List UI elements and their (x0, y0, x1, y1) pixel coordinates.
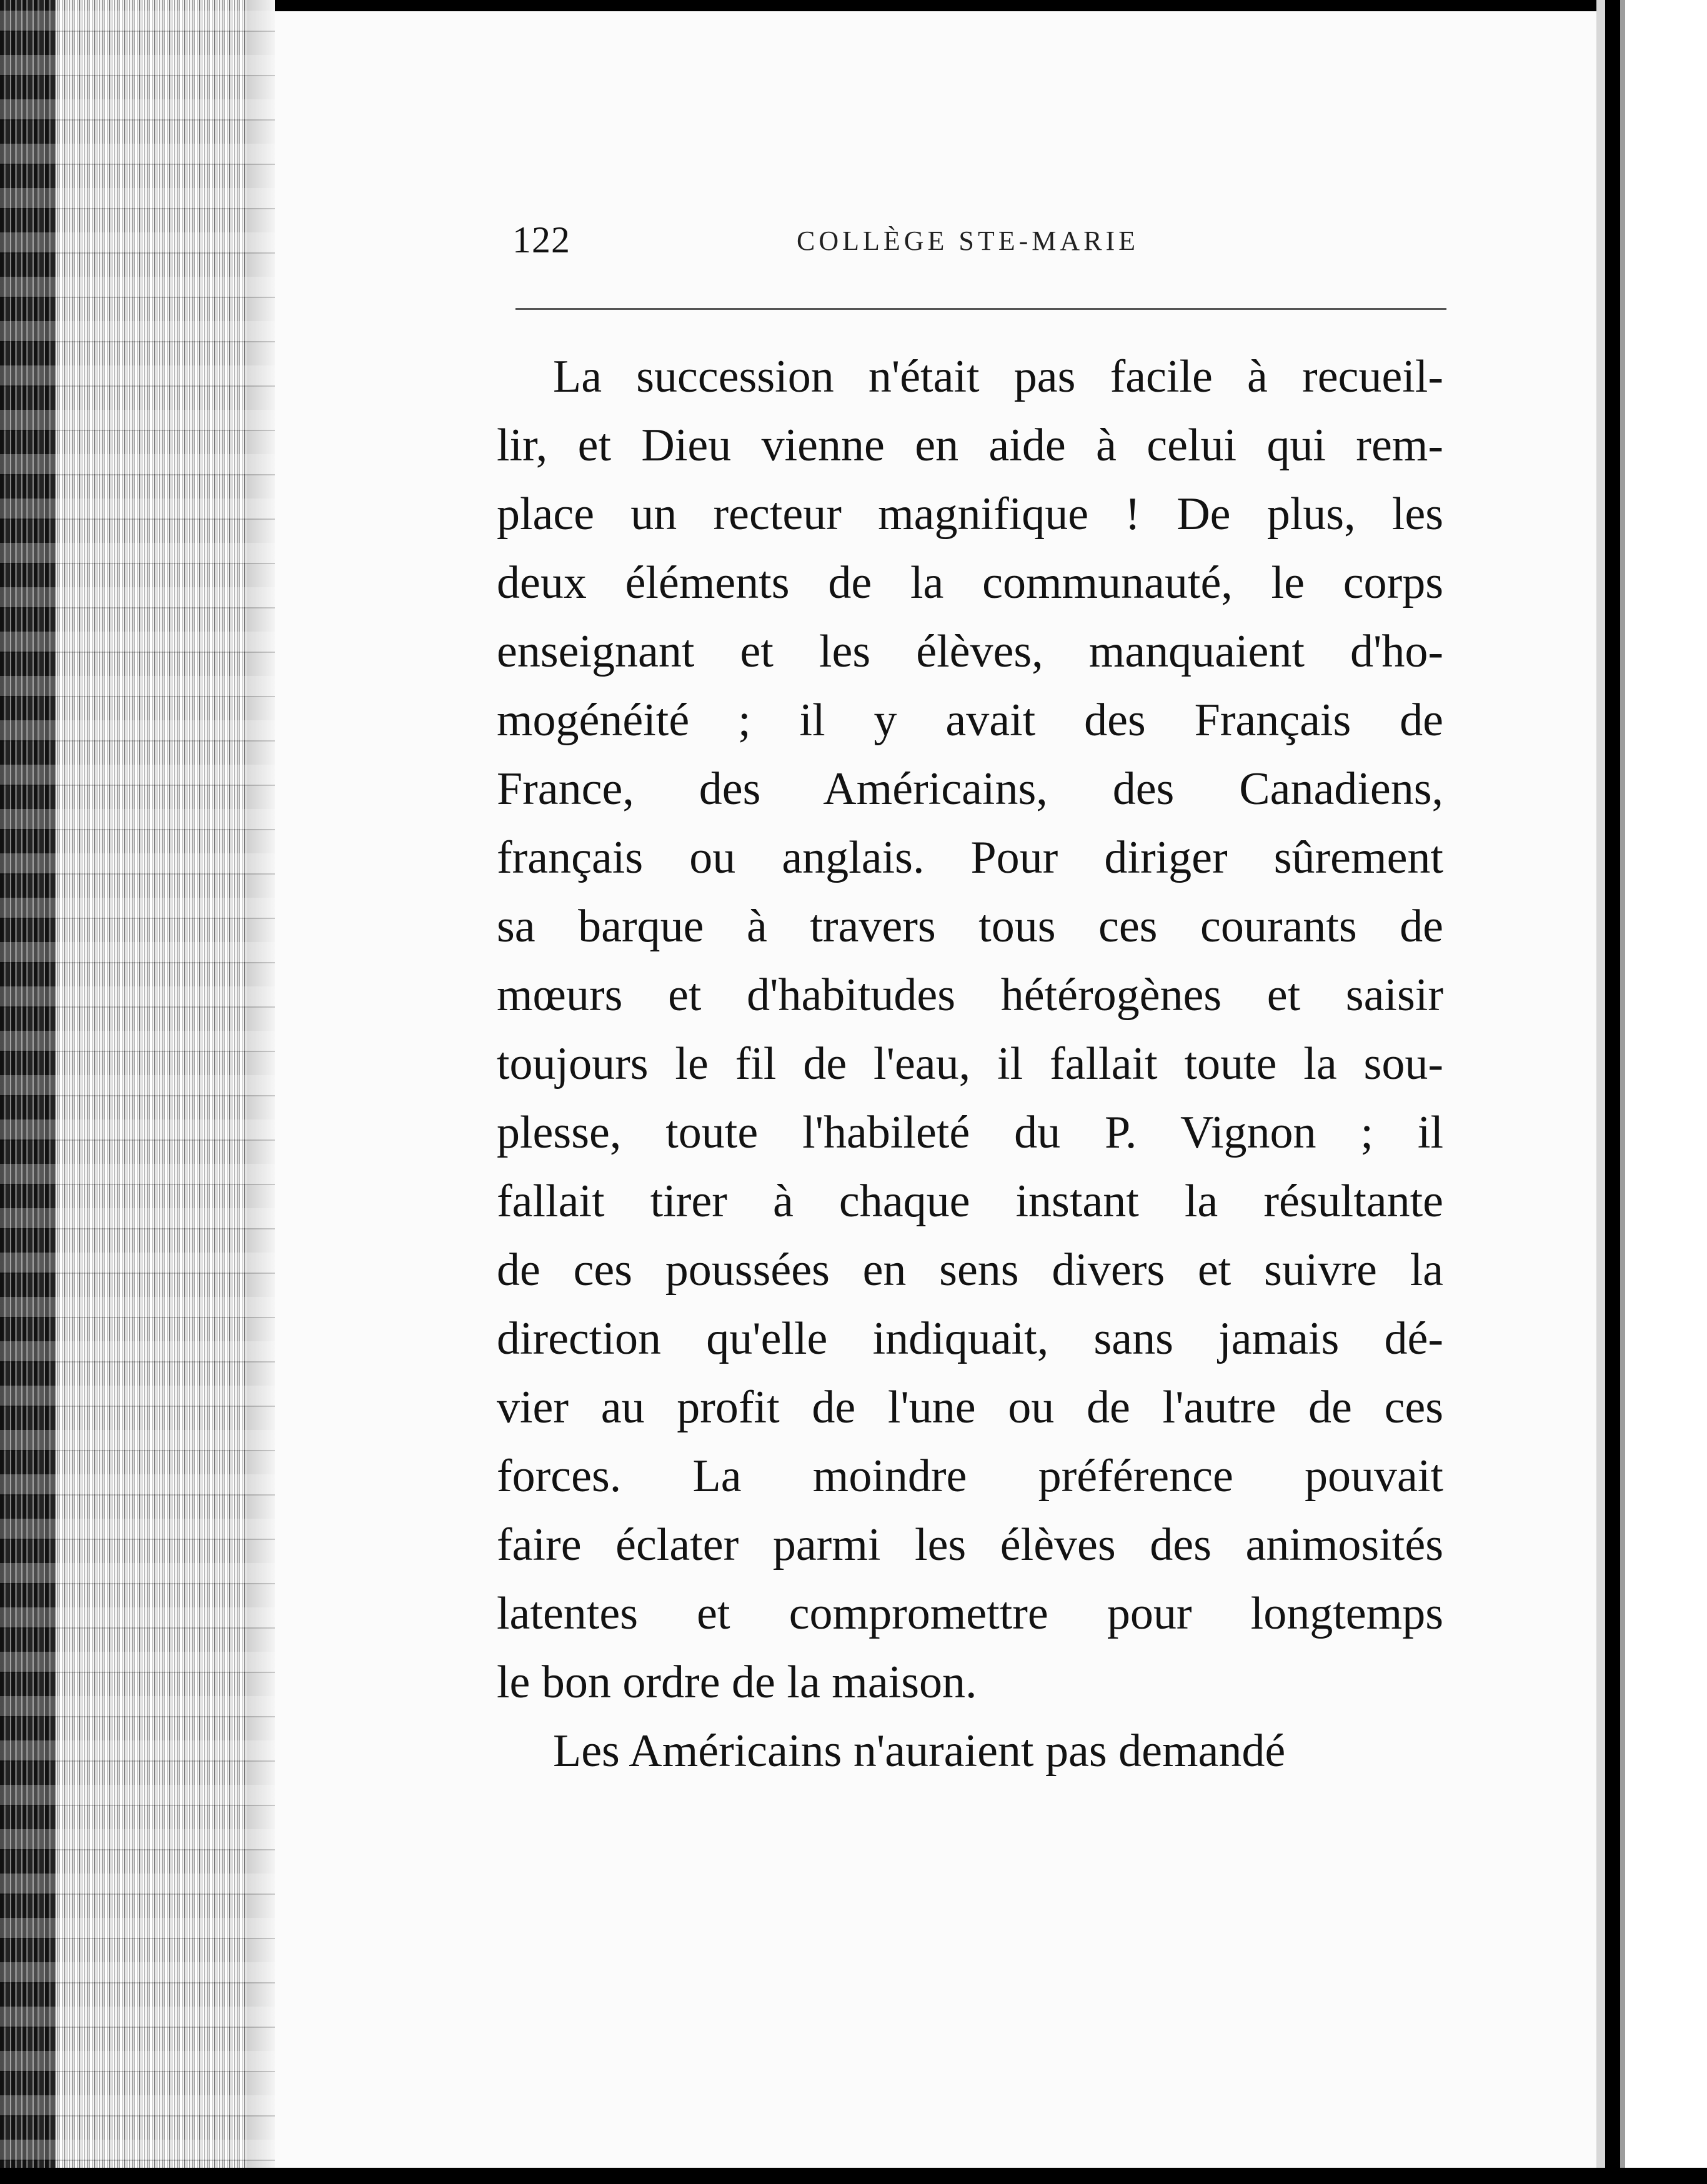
text-line: mogénéité ; il y avait des Français de (497, 695, 1443, 746)
text-line: direction qu'elle indiquait, sans jamais dé- (497, 1313, 1443, 1364)
book-page-edges (0, 0, 275, 2184)
body-text (497, 342, 1443, 1785)
text-line: deux éléments de la communauté, le corps (497, 557, 1443, 608)
text-line: de ces poussées en sens divers et suivre la (497, 1244, 1443, 1296)
header-rule (515, 308, 1446, 310)
text-line: fallait tirer à chaque instant la résultante (497, 1176, 1443, 1227)
text-line: le bon ordre de la maison. (497, 1657, 977, 1708)
text-line: faire éclater parmi les élèves des animosités (497, 1519, 1443, 1571)
page-number: 122 (512, 219, 570, 261)
running-head (512, 219, 1462, 281)
page-edge-dark-strip (0, 0, 56, 2184)
page-right-edge (1596, 0, 1605, 2184)
text-line: La succession n'était pas facile à recueil- (553, 351, 1443, 402)
text-line: toujours le fil de l'eau, il fallait toute la sou- (497, 1038, 1443, 1090)
scan-border-bottom (0, 2168, 1707, 2184)
text-line: Les Américains n'auraient pas demandé (553, 1725, 1286, 1777)
text-line: enseignant et les élèves, manquaient d'ho- (497, 626, 1443, 677)
text-line: lir, et Dieu vienne en aide à celui qui rem- (497, 420, 1443, 471)
text-line: forces. La moindre préférence pouvait (497, 1451, 1443, 1502)
text-line: plesse, toute l'habileté du P. Vignon ; il (497, 1107, 1443, 1158)
text-line: mœurs et d'habitudes hétérogènes et saisir (497, 970, 1443, 1021)
text-line: latentes et compromettre pour longtemps (497, 1588, 1443, 1639)
paragraph (497, 342, 1443, 1717)
facing-page-edge (1620, 0, 1707, 2184)
running-title: COLLÈGE STE-MARIE (797, 226, 1140, 256)
text-line: français ou anglais. Pour diriger sûrement (497, 832, 1443, 883)
gutter-shadow (247, 0, 275, 2184)
binding-shadow (1605, 0, 1620, 2184)
text-line: vier au profit de l'une ou de l'autre de ces (497, 1382, 1443, 1433)
text-line: France, des Américains, des Canadiens, (497, 763, 1443, 815)
text-line: sa barque à travers tous ces courants de (497, 901, 1443, 952)
text-line: place un recteur magnifique ! De plus, les (497, 489, 1443, 540)
paragraph (497, 1717, 1443, 1785)
